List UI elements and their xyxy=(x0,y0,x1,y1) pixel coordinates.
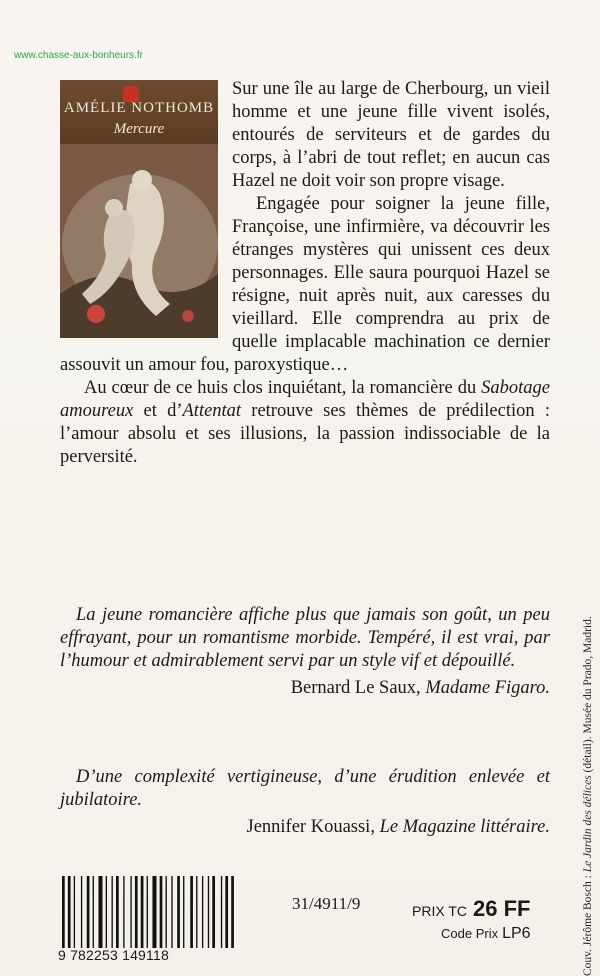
code-prix-label: Code Prix xyxy=(441,926,499,941)
synopsis-text-3a: Au cœur de ce huis clos inquiétant, la romancière du xyxy=(84,378,482,398)
watermark: www.chasse-aux-bonheurs.fr xyxy=(14,50,143,61)
synopsis-text-2: Engagée pour soigner la jeune fille, Françoise, une infirmière, va découvrir les étranges mystères qui unissent ces deux personnages. Elle saura pourquoi Hazel se résigne, nuit après nuit, aux caresses du vieillard. Elle comprendra au prix de quelle implacable machination ce dernier assouvit un amour fou, paroxystique… xyxy=(60,194,550,375)
synopsis-text-3b: et d’ xyxy=(133,401,183,421)
code-prix xyxy=(441,925,531,943)
code-prix-value: LP6 xyxy=(502,925,531,942)
synopsis-paragraph-3 xyxy=(60,377,550,469)
review-quote: D’une complexité vertigineuse, d’une érudition enlevée et jubilatoire. xyxy=(60,767,550,810)
price xyxy=(412,896,530,922)
cover-thumbnail-title: Mercure xyxy=(113,121,165,137)
review-byline xyxy=(60,677,550,700)
price-value: 26 FF xyxy=(472,896,531,921)
barcode-icon xyxy=(62,876,270,948)
credit-suffix: (détail). Musée du Prado, Madrid. xyxy=(582,616,594,776)
review-byline xyxy=(60,816,550,839)
isbn-code: 31/4911/9 xyxy=(292,894,361,913)
synopsis-paragraph-1 xyxy=(60,78,550,193)
review-source: Le Magazine littéraire. xyxy=(379,817,550,837)
synopsis xyxy=(60,78,550,469)
review-author: Bernard Le Saux, xyxy=(290,678,426,698)
cover-credit xyxy=(582,616,594,976)
review-1 xyxy=(60,604,550,700)
barcode-digits: 9 782253 149118 xyxy=(58,947,169,963)
credit-work: Le Jardin des délices xyxy=(582,775,594,873)
review-author: Jennifer Kouassi, xyxy=(246,817,380,837)
synopsis-text-1: Sur une île au large de Cherbourg, un vieil homme et une jeune fille vivent isolés, entourés de serviteurs et de gardes du corps, à l’abri de tout reflet; en aucun cas Hazel ne doit voir son propre visage. xyxy=(232,79,550,191)
book-title-attentat: Attentat xyxy=(182,401,242,421)
price-label: PRIX TC xyxy=(412,903,467,919)
review-2 xyxy=(60,766,550,839)
review-quote: La jeune romancière affiche plus que jamais son goût, un peu effrayant, pour un romantisme morbide. Tempéré, il est vrai, par l’humour et admirablement servi par un style vif et dépouillé. xyxy=(60,605,550,671)
book-title-sabotage: Sabotage amoureux xyxy=(60,378,550,421)
synopsis-text-3c: retrouve ses thèmes de prédilection : l’amour absolu et ses illusions, la passion indissociable de la perversité. xyxy=(60,401,550,467)
credit-prefix: Couv. Jérôme Bosch : xyxy=(582,872,594,976)
review-source: Madame Figaro. xyxy=(425,678,550,698)
cover-thumbnail-author: AMÉLIE NOTHOMB xyxy=(63,100,215,116)
